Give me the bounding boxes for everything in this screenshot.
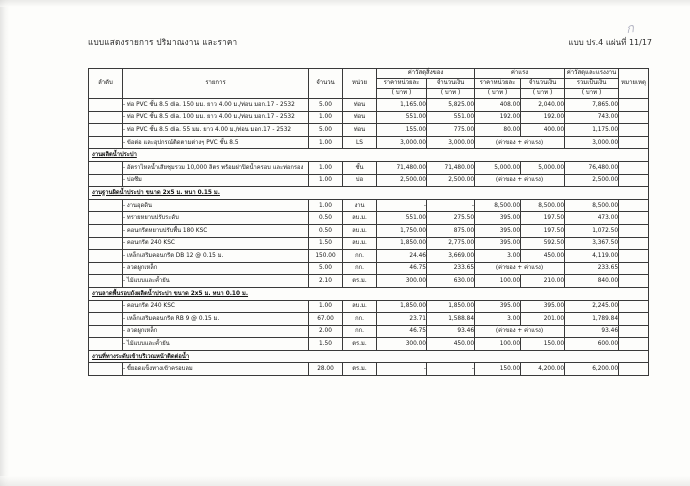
cell-labor-unit-price: 395.00 xyxy=(475,300,521,313)
section-title-text: งานฐานผิดน้ำประปา ขนาด 2x5 ม. หนา 0.15 ม. xyxy=(92,189,220,196)
table-row xyxy=(89,99,649,112)
col-header-labor-group: ค่าแรง xyxy=(475,69,565,79)
cell-description: - อัตราไหลน้ำเสียชุมรวม 10,000 ลิตร พร้อมฝาปิดน้ำครอบ และท่อกรอง xyxy=(123,161,309,174)
cell-labor-amount: 201.00 xyxy=(521,313,565,326)
signature-stamp xyxy=(625,17,674,65)
cell-unit: กก. xyxy=(343,325,377,338)
cell-description: - เหล็กเสริมคอนกรีต DB 12 @ 0.15 ม. xyxy=(123,250,309,263)
cell-labor-amount: 450.00 xyxy=(521,250,565,263)
cell-material-amount: 1,588.84 xyxy=(427,313,475,326)
cell-no xyxy=(89,224,123,237)
col-header-no: ลำดับ xyxy=(89,69,123,99)
table-section-row xyxy=(89,149,649,162)
cell-unit: ชั้น xyxy=(343,161,377,174)
cell-no xyxy=(89,363,123,376)
cell-material-unit-price: 46.75 xyxy=(377,262,427,275)
cell-material-amount: 1,850.00 xyxy=(427,300,475,313)
section-title xyxy=(89,149,649,162)
cell-labor-unit-price: 395.00 xyxy=(475,237,521,250)
cell-remark xyxy=(619,212,649,225)
table-row xyxy=(89,237,649,250)
cell-material-amount: 2,500.00 xyxy=(427,174,475,187)
section-title xyxy=(89,350,649,363)
table-row xyxy=(89,224,649,237)
cell-labor-amount: 4,200.00 xyxy=(521,363,565,376)
cell-quantity: 2.00 xyxy=(309,325,343,338)
table-header-row-1 xyxy=(89,69,649,79)
col-header-total-amount-unit: ( บาท ) xyxy=(565,89,619,99)
cell-total-amount: 1,175.00 xyxy=(565,124,619,137)
scan-edge-left xyxy=(0,0,9,486)
cell-total-amount: 473.00 xyxy=(565,212,619,225)
cell-labor-amount: 197.50 xyxy=(521,224,565,237)
cell-remark xyxy=(619,174,649,187)
cell-remark xyxy=(619,124,649,137)
cell-labor-amount: 192.00 xyxy=(521,111,565,124)
table-row xyxy=(89,262,649,275)
cell-remark xyxy=(619,136,649,149)
cell-material-amount: 5,825.00 xyxy=(427,99,475,112)
table-row xyxy=(89,111,649,124)
cell-description: - ไม้แบบและค้ำยัน xyxy=(123,338,309,351)
cell-quantity: 1.00 xyxy=(309,174,343,187)
cell-total-amount: 2,500.00 xyxy=(565,174,619,187)
cell-total-amount: 233.65 xyxy=(565,262,619,275)
signature-initial: ก xyxy=(625,21,636,38)
cell-material-amount: 93.46 xyxy=(427,325,475,338)
cell-labor-unit-price: 100.00 xyxy=(475,275,521,288)
cell-material-unit-price: 300.00 xyxy=(377,275,427,288)
cell-labor-unit-price: 192.00 xyxy=(475,111,521,124)
col-header-material-unit-price: ราคาหน่วยละ xyxy=(377,79,427,89)
cell-no xyxy=(89,300,123,313)
section-title xyxy=(89,287,649,300)
cell-description: - คอนกรีต 240 KSC xyxy=(123,300,309,313)
cell-description: - ขี้ยอดแข็งทางเข้าครอบลม xyxy=(123,363,309,376)
cell-no xyxy=(89,111,123,124)
cell-description: - ท่อ PVC ชั้น 8.5 dia. 150 มม. ยาว 4.00 ม./ท่อน มอก.17 - 2532 xyxy=(123,99,309,112)
cell-total-amount: 6,200.00 xyxy=(565,363,619,376)
cell-quantity: 150.00 xyxy=(309,250,343,263)
cell-labor-amount: 2,040.00 xyxy=(521,99,565,112)
col-header-quantity: จำนวน xyxy=(309,69,343,99)
cell-material-amount: 2,775.00 xyxy=(427,237,475,250)
cell-description: - ไม้แบบและค้ำยัน xyxy=(123,275,309,288)
cell-no xyxy=(89,275,123,288)
scan-edge-bottom xyxy=(0,476,690,486)
table-section-row xyxy=(89,287,649,300)
cell-material-unit-price: - xyxy=(377,363,427,376)
cell-material-amount: 775.00 xyxy=(427,124,475,137)
cell-labor-unit-price: 8,500.00 xyxy=(475,199,521,212)
cell-material-unit-price: 23.71 xyxy=(377,313,427,326)
cell-unit: ท่อน xyxy=(343,111,377,124)
cell-material-unit-price: 24.46 xyxy=(377,250,427,263)
bill-of-quantities-table xyxy=(88,68,649,376)
cell-material-amount: 450.00 xyxy=(427,338,475,351)
cell-no xyxy=(89,212,123,225)
cell-labor-amount: 395.00 xyxy=(521,300,565,313)
cell-labor-amount: 400.00 xyxy=(521,124,565,137)
cell-unit: ท่อน xyxy=(343,99,377,112)
col-header-unit: หน่วย xyxy=(343,69,377,99)
table-section-row xyxy=(89,187,649,200)
cell-quantity: 0.50 xyxy=(309,212,343,225)
cell-material-unit-price: - xyxy=(377,199,427,212)
cell-no xyxy=(89,262,123,275)
cell-material-amount: 233.65 xyxy=(427,262,475,275)
cell-remark xyxy=(619,363,649,376)
table-row xyxy=(89,363,649,376)
table-row xyxy=(89,300,649,313)
cell-labor-unit-price: (ค่าของ + ค่าแรง) xyxy=(475,174,565,187)
cell-unit: LS xyxy=(343,136,377,149)
cell-total-amount: 600.00 xyxy=(565,338,619,351)
table-row xyxy=(89,174,649,187)
cell-description: - บ่อซึม xyxy=(123,174,309,187)
cell-labor-amount: 210.00 xyxy=(521,275,565,288)
cell-remark xyxy=(619,111,649,124)
form-sheet-label: แบบ ปร.4 แผ่นที่ 11/17 xyxy=(568,38,652,47)
cell-material-amount: - xyxy=(427,199,475,212)
cell-description: - เหล็กเสริมคอนกรีต RB 9 @ 0.15 ม. xyxy=(123,313,309,326)
col-header-labor-amount-unit: ( บาท ) xyxy=(521,89,565,99)
table-body xyxy=(89,99,649,376)
cell-material-unit-price: 71,480.00 xyxy=(377,161,427,174)
cell-remark xyxy=(619,161,649,174)
cell-labor-unit-price: 408.00 xyxy=(475,99,521,112)
col-header-description: รายการ xyxy=(123,69,309,99)
cell-quantity: 1.00 xyxy=(309,199,343,212)
cell-description: - งานอุดดิน xyxy=(123,199,309,212)
cell-no xyxy=(89,237,123,250)
cell-remark xyxy=(619,300,649,313)
table-row xyxy=(89,250,649,263)
table-row xyxy=(89,313,649,326)
cell-material-unit-price: 1,750.00 xyxy=(377,224,427,237)
cell-quantity: 1.00 xyxy=(309,300,343,313)
cell-total-amount: 2,245.00 xyxy=(565,300,619,313)
cell-no xyxy=(89,313,123,326)
cell-material-amount: - xyxy=(427,363,475,376)
table-row xyxy=(89,212,649,225)
cell-total-amount: 76,480.00 xyxy=(565,161,619,174)
cell-remark xyxy=(619,275,649,288)
col-header-material-amount-unit: ( บาท ) xyxy=(427,89,475,99)
scan-edge-top xyxy=(0,0,690,7)
col-header-labor-unit-price: ราคาหน่วยละ xyxy=(475,79,521,89)
cell-total-amount: 1,789.84 xyxy=(565,313,619,326)
cell-description: - ข้อต่อ และอุปกรณ์ติดตามต่างๆ PVC ชั้น 8.5 xyxy=(123,136,309,149)
cell-remark xyxy=(619,262,649,275)
cell-unit: ลบ.ม. xyxy=(343,300,377,313)
cell-quantity: 67.00 xyxy=(309,313,343,326)
cell-description: - ลวดผูกเหล็ก xyxy=(123,325,309,338)
col-header-total-group: ค่าวัสดุและแรงงาน xyxy=(565,69,619,79)
col-header-labor-amount: จำนวนเงิน xyxy=(521,79,565,89)
table-row xyxy=(89,161,649,174)
cell-remark xyxy=(619,199,649,212)
cell-description: - คอนกรีตหยาบปรับพื้น 180 KSC xyxy=(123,224,309,237)
cell-labor-unit-price: 395.00 xyxy=(475,224,521,237)
cell-material-unit-price: 46.75 xyxy=(377,325,427,338)
table-row xyxy=(89,136,649,149)
cell-remark xyxy=(619,99,649,112)
cell-material-unit-price: 3,000.00 xyxy=(377,136,427,149)
cell-labor-amount: 5,000.00 xyxy=(521,161,565,174)
cell-quantity: 5.00 xyxy=(309,262,343,275)
cell-labor-amount: 150.00 xyxy=(521,338,565,351)
cell-quantity: 5.00 xyxy=(309,124,343,137)
cell-description: - ลวดผูกเหล็ก xyxy=(123,262,309,275)
cell-quantity: 0.50 xyxy=(309,224,343,237)
cell-no xyxy=(89,161,123,174)
cell-unit: ตร.ม. xyxy=(343,363,377,376)
cell-quantity: 28.00 xyxy=(309,363,343,376)
cell-no xyxy=(89,325,123,338)
cell-unit: กก. xyxy=(343,262,377,275)
col-header-labor-unit-price-unit: ( บาท ) xyxy=(475,89,521,99)
col-header-remark: หมายเหตุ xyxy=(619,69,649,99)
col-header-material-amount: จำนวนเงิน xyxy=(427,79,475,89)
col-header-material-unit-price-unit: ( บาท ) xyxy=(377,89,427,99)
cell-material-unit-price: 551.00 xyxy=(377,212,427,225)
cell-total-amount: 3,000.00 xyxy=(565,136,619,149)
cell-material-amount: 3,669.00 xyxy=(427,250,475,263)
document-title: แบบแสดงรายการ ปริมาณงาน และราคา xyxy=(88,37,238,47)
cell-material-unit-price: 551.00 xyxy=(377,111,427,124)
cell-material-amount: 551.00 xyxy=(427,111,475,124)
section-title-text: งานลาดพื้นรอบถังผลิตน้ำประปา ขนาด 2x5 ม. หนา 0.10 ม. xyxy=(92,290,249,297)
cell-remark xyxy=(619,250,649,263)
table-row xyxy=(89,124,649,137)
cell-quantity: 2.10 xyxy=(309,275,343,288)
cell-description: - คอนกรีต 240 KSC xyxy=(123,237,309,250)
cell-unit: ตร.ม. xyxy=(343,338,377,351)
cell-material-amount: 875.00 xyxy=(427,224,475,237)
cell-material-amount: 71,480.00 xyxy=(427,161,475,174)
cell-labor-unit-price: (ค่าของ + ค่าแรง) xyxy=(475,325,565,338)
cell-material-amount: 275.50 xyxy=(427,212,475,225)
cell-remark xyxy=(619,237,649,250)
cell-description: - ทรายหยาบปรับระดับ xyxy=(123,212,309,225)
section-title-text: งานที่ทางระดับเข้าบริเวณหน้าติดต่อน้ำ xyxy=(92,353,190,360)
cell-labor-unit-price: 100.00 xyxy=(475,338,521,351)
cell-unit: กก. xyxy=(343,313,377,326)
cell-total-amount: 3,367.50 xyxy=(565,237,619,250)
cell-total-amount: 840.00 xyxy=(565,275,619,288)
table-row xyxy=(89,338,649,351)
cell-no xyxy=(89,250,123,263)
cell-total-amount: 1,072.50 xyxy=(565,224,619,237)
section-title xyxy=(89,187,649,200)
cell-total-amount: 743.00 xyxy=(565,111,619,124)
cell-labor-unit-price: (ค่าของ + ค่าแรง) xyxy=(475,136,565,149)
cell-unit: บ่อ xyxy=(343,174,377,187)
cell-material-unit-price: 300.00 xyxy=(377,338,427,351)
cell-material-amount: 630.00 xyxy=(427,275,475,288)
col-header-total-amount: รวมเป็นเงิน xyxy=(565,79,619,89)
cell-unit: ลบ.ม. xyxy=(343,224,377,237)
cell-labor-unit-price: 80.00 xyxy=(475,124,521,137)
cell-labor-unit-price: 150.00 xyxy=(475,363,521,376)
cell-labor-unit-price: 5,000.00 xyxy=(475,161,521,174)
cell-unit: ตร.ม. xyxy=(343,275,377,288)
cell-unit: ท่อน xyxy=(343,124,377,137)
table-section-row xyxy=(89,350,649,363)
cell-quantity: 5.00 xyxy=(309,99,343,112)
cell-unit: งาน xyxy=(343,199,377,212)
section-title-text: งานผลิตน้ำประปา xyxy=(92,152,137,159)
cell-quantity: 1.00 xyxy=(309,136,343,149)
cell-labor-unit-price: 3.00 xyxy=(475,250,521,263)
cell-material-amount: 3,000.00 xyxy=(427,136,475,149)
cell-labor-amount: 8,500.00 xyxy=(521,199,565,212)
cell-total-amount: 8,500.00 xyxy=(565,199,619,212)
cell-quantity: 1.00 xyxy=(309,161,343,174)
cell-unit: ลบ.ม. xyxy=(343,212,377,225)
cell-remark xyxy=(619,313,649,326)
cell-labor-unit-price: 395.00 xyxy=(475,212,521,225)
cell-description: - ท่อ PVC ชั้น 8.5 dia. 55 มม. ยาว 4.00 ม./ท่อน มอก.17 - 2532 xyxy=(123,124,309,137)
cell-unit: ลบ.ม. xyxy=(343,237,377,250)
table-row xyxy=(89,199,649,212)
table-row xyxy=(89,275,649,288)
cell-total-amount: 4,119.00 xyxy=(565,250,619,263)
cell-labor-amount: 592.50 xyxy=(521,237,565,250)
cell-no xyxy=(89,338,123,351)
cell-labor-unit-price: (ค่าของ + ค่าแรง) xyxy=(475,262,565,275)
cell-remark xyxy=(619,224,649,237)
cell-no xyxy=(89,99,123,112)
cell-material-unit-price: 2,500.00 xyxy=(377,174,427,187)
cell-no xyxy=(89,174,123,187)
cell-quantity: 1.50 xyxy=(309,237,343,250)
cell-labor-unit-price: 3.00 xyxy=(475,313,521,326)
cell-unit: กก. xyxy=(343,250,377,263)
table-row xyxy=(89,325,649,338)
cell-quantity: 1.50 xyxy=(309,338,343,351)
cell-remark xyxy=(619,325,649,338)
cell-no xyxy=(89,124,123,137)
cell-material-unit-price: 1,165.00 xyxy=(377,99,427,112)
cell-material-unit-price: 1,850.00 xyxy=(377,300,427,313)
cell-material-unit-price: 1,850.00 xyxy=(377,237,427,250)
cell-remark xyxy=(619,338,649,351)
cell-total-amount: 7,865.00 xyxy=(565,99,619,112)
cell-no xyxy=(89,136,123,149)
cell-description: - ท่อ PVC ชั้น 8.5 dia. 100 มม. ยาว 4.00 ม./ท่อน มอก.17 - 2532 xyxy=(123,111,309,124)
cell-labor-amount: 197.50 xyxy=(521,212,565,225)
col-header-material-group: ค่าวัสดุสิ่งของ xyxy=(377,69,475,79)
cell-no xyxy=(89,199,123,212)
cell-quantity: 1.00 xyxy=(309,111,343,124)
cell-total-amount: 93.46 xyxy=(565,325,619,338)
cell-material-unit-price: 155.00 xyxy=(377,124,427,137)
